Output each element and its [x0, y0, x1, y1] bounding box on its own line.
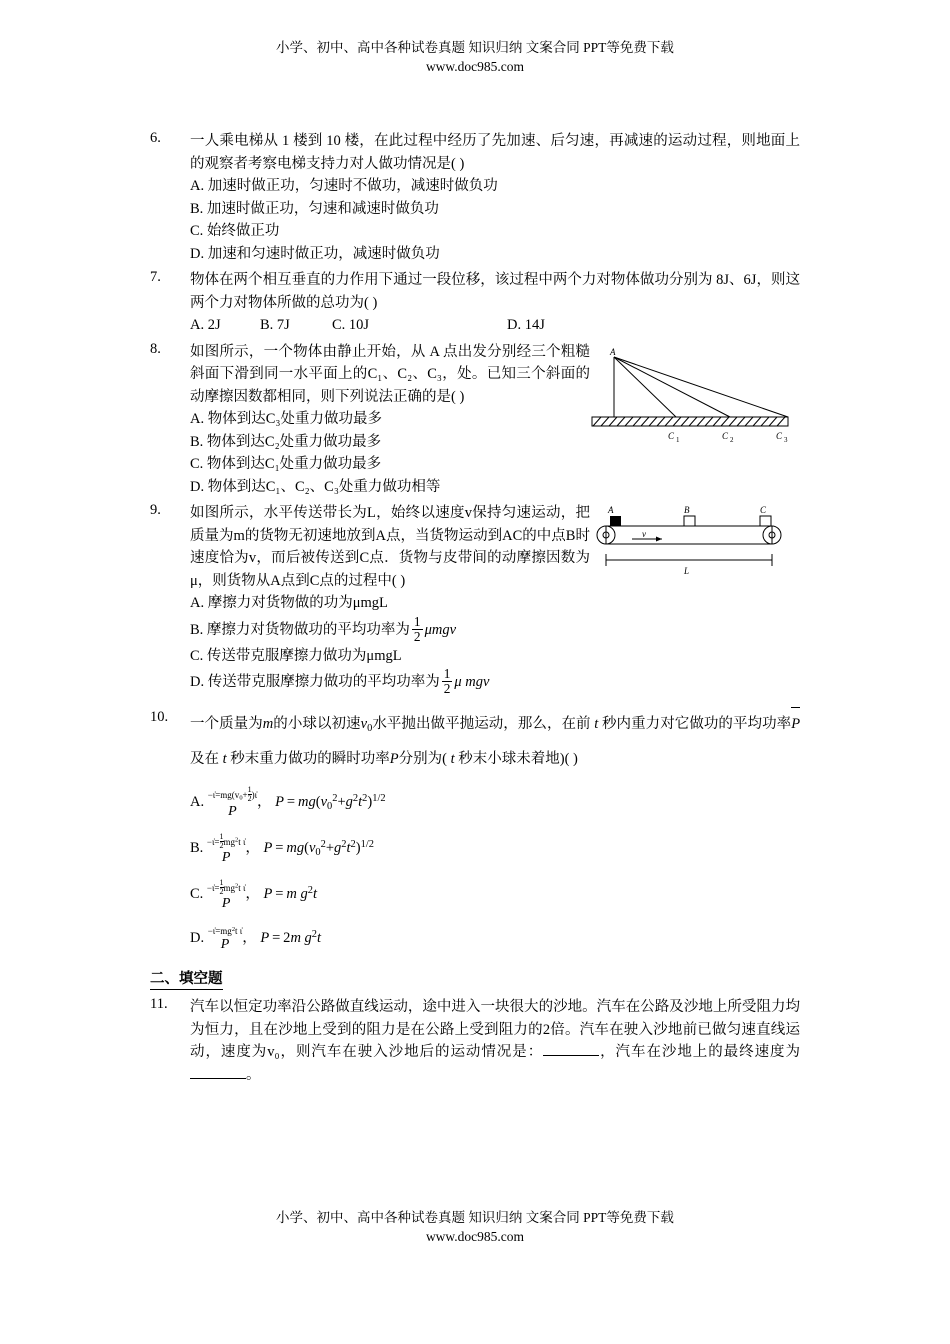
- p-bar-symbol: P: [791, 709, 800, 739]
- question-11-stem: [190, 996, 800, 1086]
- question-6-option-c: C. 始终做正功: [190, 223, 280, 239]
- question-7-option-d: D. 14J: [507, 317, 545, 333]
- question-9-option-b: B. 摩擦力对货物做功的平均功率为 $\frac{1}{2}$ μmgv: [190, 613, 457, 644]
- header-line-2: www.doc985.com: [425, 59, 525, 74]
- figure8-label-c2: C: [722, 430, 729, 441]
- section-heading: 二、填空题: [150, 967, 223, 990]
- fraction-half-b: $\frac{1}{2}$: [413, 613, 421, 644]
- question-11-blank-1[interactable]: [543, 1055, 599, 1056]
- figure9-label-l: L: [684, 566, 690, 576]
- figure8-label-c3-sub: 3: [784, 435, 788, 444]
- figure8-label-c2-sub: 2: [730, 435, 734, 444]
- question-6: [150, 130, 800, 265]
- question-11-stem-part3: 。: [246, 1066, 261, 1083]
- question-11-number: 11.: [150, 996, 168, 1013]
- question-11-blank-2[interactable]: [190, 1078, 246, 1079]
- figure8-label-c1: C: [668, 430, 675, 441]
- question-10-option-a: A. $-\iotȧ=mg(v_0+$ $\frac{1}{2}$ )ι̇ P ， $P = mg(v_0^2+g^2t^2)^{1/2}$: [190, 785, 386, 819]
- document-content: [150, 130, 800, 1088]
- question-10-stem: 一个质量为m的小球以初速$v_0$水平抛出做平抛运动，那么，在前 t 秒内重力对它做功的平均功率 P及在 t 秒末重力做功的瞬时功率P分别为( t 秒末小球未着地)( ): [190, 709, 800, 774]
- question-6-option-d: D. 加速和匀速时做正功，减速时做负功: [190, 245, 440, 262]
- header-line-1: 小学、初中、高中各种试卷真题 知识归纳 文案合同 PPT等免费下载: [276, 40, 674, 55]
- question-8-number: 8.: [150, 340, 161, 357]
- figure8-label-c1-sub: 1: [676, 435, 680, 444]
- question-8-stem: 如图所示，一个物体由静止开始，从 A 点出发分别经三个粗糙斜面下滑到同一水平面上的C₁、C₂、C₃，处。已知三个斜面的动摩擦因数都相同，则下列说法正确的是( ): [190, 343, 590, 405]
- question-6-stem: 一人乘电梯从 1 楼到 10 楼，在此过程中经历了先加速、后匀速，再减速的运动过程，则地面上的观察者考察电梯支持力对人做功情况是( ): [190, 133, 800, 172]
- footer-line-2: www.doc985.com: [425, 1229, 525, 1244]
- question-6-number: 6.: [150, 130, 161, 146]
- question-9-option-c: C. 传送带克服摩擦力做功为μmgL: [190, 647, 402, 664]
- figure8-label-a: A: [610, 346, 616, 357]
- figure9-label-c: C: [760, 505, 767, 515]
- fraction-half-d: $\frac{1}{2}$: [443, 666, 451, 697]
- question-9-number: 9.: [150, 502, 161, 518]
- question-7-options: [190, 314, 800, 337]
- question-7: [150, 269, 800, 337]
- question-6-option-a: A. 加速时做正功，匀速时不做功，减速时做负功: [190, 178, 498, 194]
- figure9-label-v: v: [642, 529, 646, 539]
- question-7-stem: 物体在两个相互垂直的力作用下通过一段位移，该过程中两个力对物体做功分别为 8J、6J，则这两个力对物体所做的总功为( ): [190, 272, 800, 311]
- question-8-option-b: B. 物体到达C₂处重力做功最多: [190, 433, 382, 450]
- question-9-option-d: D. 传送带克服摩擦力做功的平均功率为 $\frac{1}{2}$ μ mgv: [190, 666, 490, 697]
- question-7-number: 7.: [150, 269, 161, 285]
- question-10: [150, 709, 800, 953]
- question-10-number: 10.: [150, 709, 169, 726]
- question-10-option-c: C. −ι̇= $\frac{1}{2}$ $mg^2t$ ι̇ P ， P = m $g^2t$: [190, 877, 317, 911]
- section-heading-wrap: [150, 967, 800, 990]
- question-6-option-b: B. 加速时做正功，匀速和减速时做负功: [190, 200, 439, 217]
- question-7-option-c: C. 10J: [332, 317, 370, 333]
- question-8: [150, 341, 800, 499]
- conveyor-belt-figure: [584, 504, 800, 582]
- question-9: [150, 502, 800, 697]
- figure9-label-a: A: [608, 505, 614, 515]
- page-header: [0, 38, 950, 76]
- question-8-option-a: A. 物体到达C₃处重力做功最多: [190, 411, 382, 427]
- question-8-option-c: C. 物体到达C₁处重力做功最多: [190, 456, 382, 472]
- inclined-planes-figure: [584, 347, 800, 445]
- question-11: [150, 996, 800, 1086]
- question-9-stem: 如图所示，水平传送带长为L，始终以速度v保持匀速运动，把质量为m的货物无初速地放到A点，当货物运动到AC的中点B时速度恰为v，而后被传送到C点．货物与皮带间的动摩擦因数为μ，则货物从A点到C点的过程中( ): [190, 505, 590, 589]
- figure9-label-b: B: [684, 505, 690, 515]
- figure8-label-c3: C: [776, 430, 783, 441]
- question-7-option-b: B. 7J: [260, 317, 290, 333]
- question-10-option-b: B. −ι̇= $\frac{1}{2}$ $mg^2t$ ι̇ P ， $P = mg(v_0^2+g^2t^2)^{1/2}$: [190, 831, 374, 865]
- footer-line-1: 小学、初中、高中各种试卷真题 知识归纳 文案合同 PPT等免费下载: [276, 1210, 674, 1225]
- page-footer: [0, 1208, 950, 1246]
- question-7-option-a: A. 2J: [190, 317, 221, 333]
- question-10-option-d: D. $-\iotȧ=mg^2t$ ι̇ P ， P = 2m $g^2t$: [190, 926, 322, 953]
- question-8-option-d: D. 物体到达C₁、C₂、C₃处重力做功相等: [190, 478, 441, 495]
- question-9-option-a: A. 摩擦力对货物做的功为μmgL: [190, 595, 388, 611]
- question-11-stem-part1: 汽车以恒定功率沿公路做直线运动，途中进入一块很大的沙地。汽车在公路及沙地上所受阻力均为恒力，且在沙地上受到的阻力是在公路上受到阻力的2倍。汽车在驶入沙地前已做匀速直线运动，速度为v₀，则汽车在驶入沙地后的运动情况是：: [190, 999, 800, 1061]
- question-11-stem-part2: ，汽车在沙地上的最终速度为: [599, 1044, 801, 1061]
